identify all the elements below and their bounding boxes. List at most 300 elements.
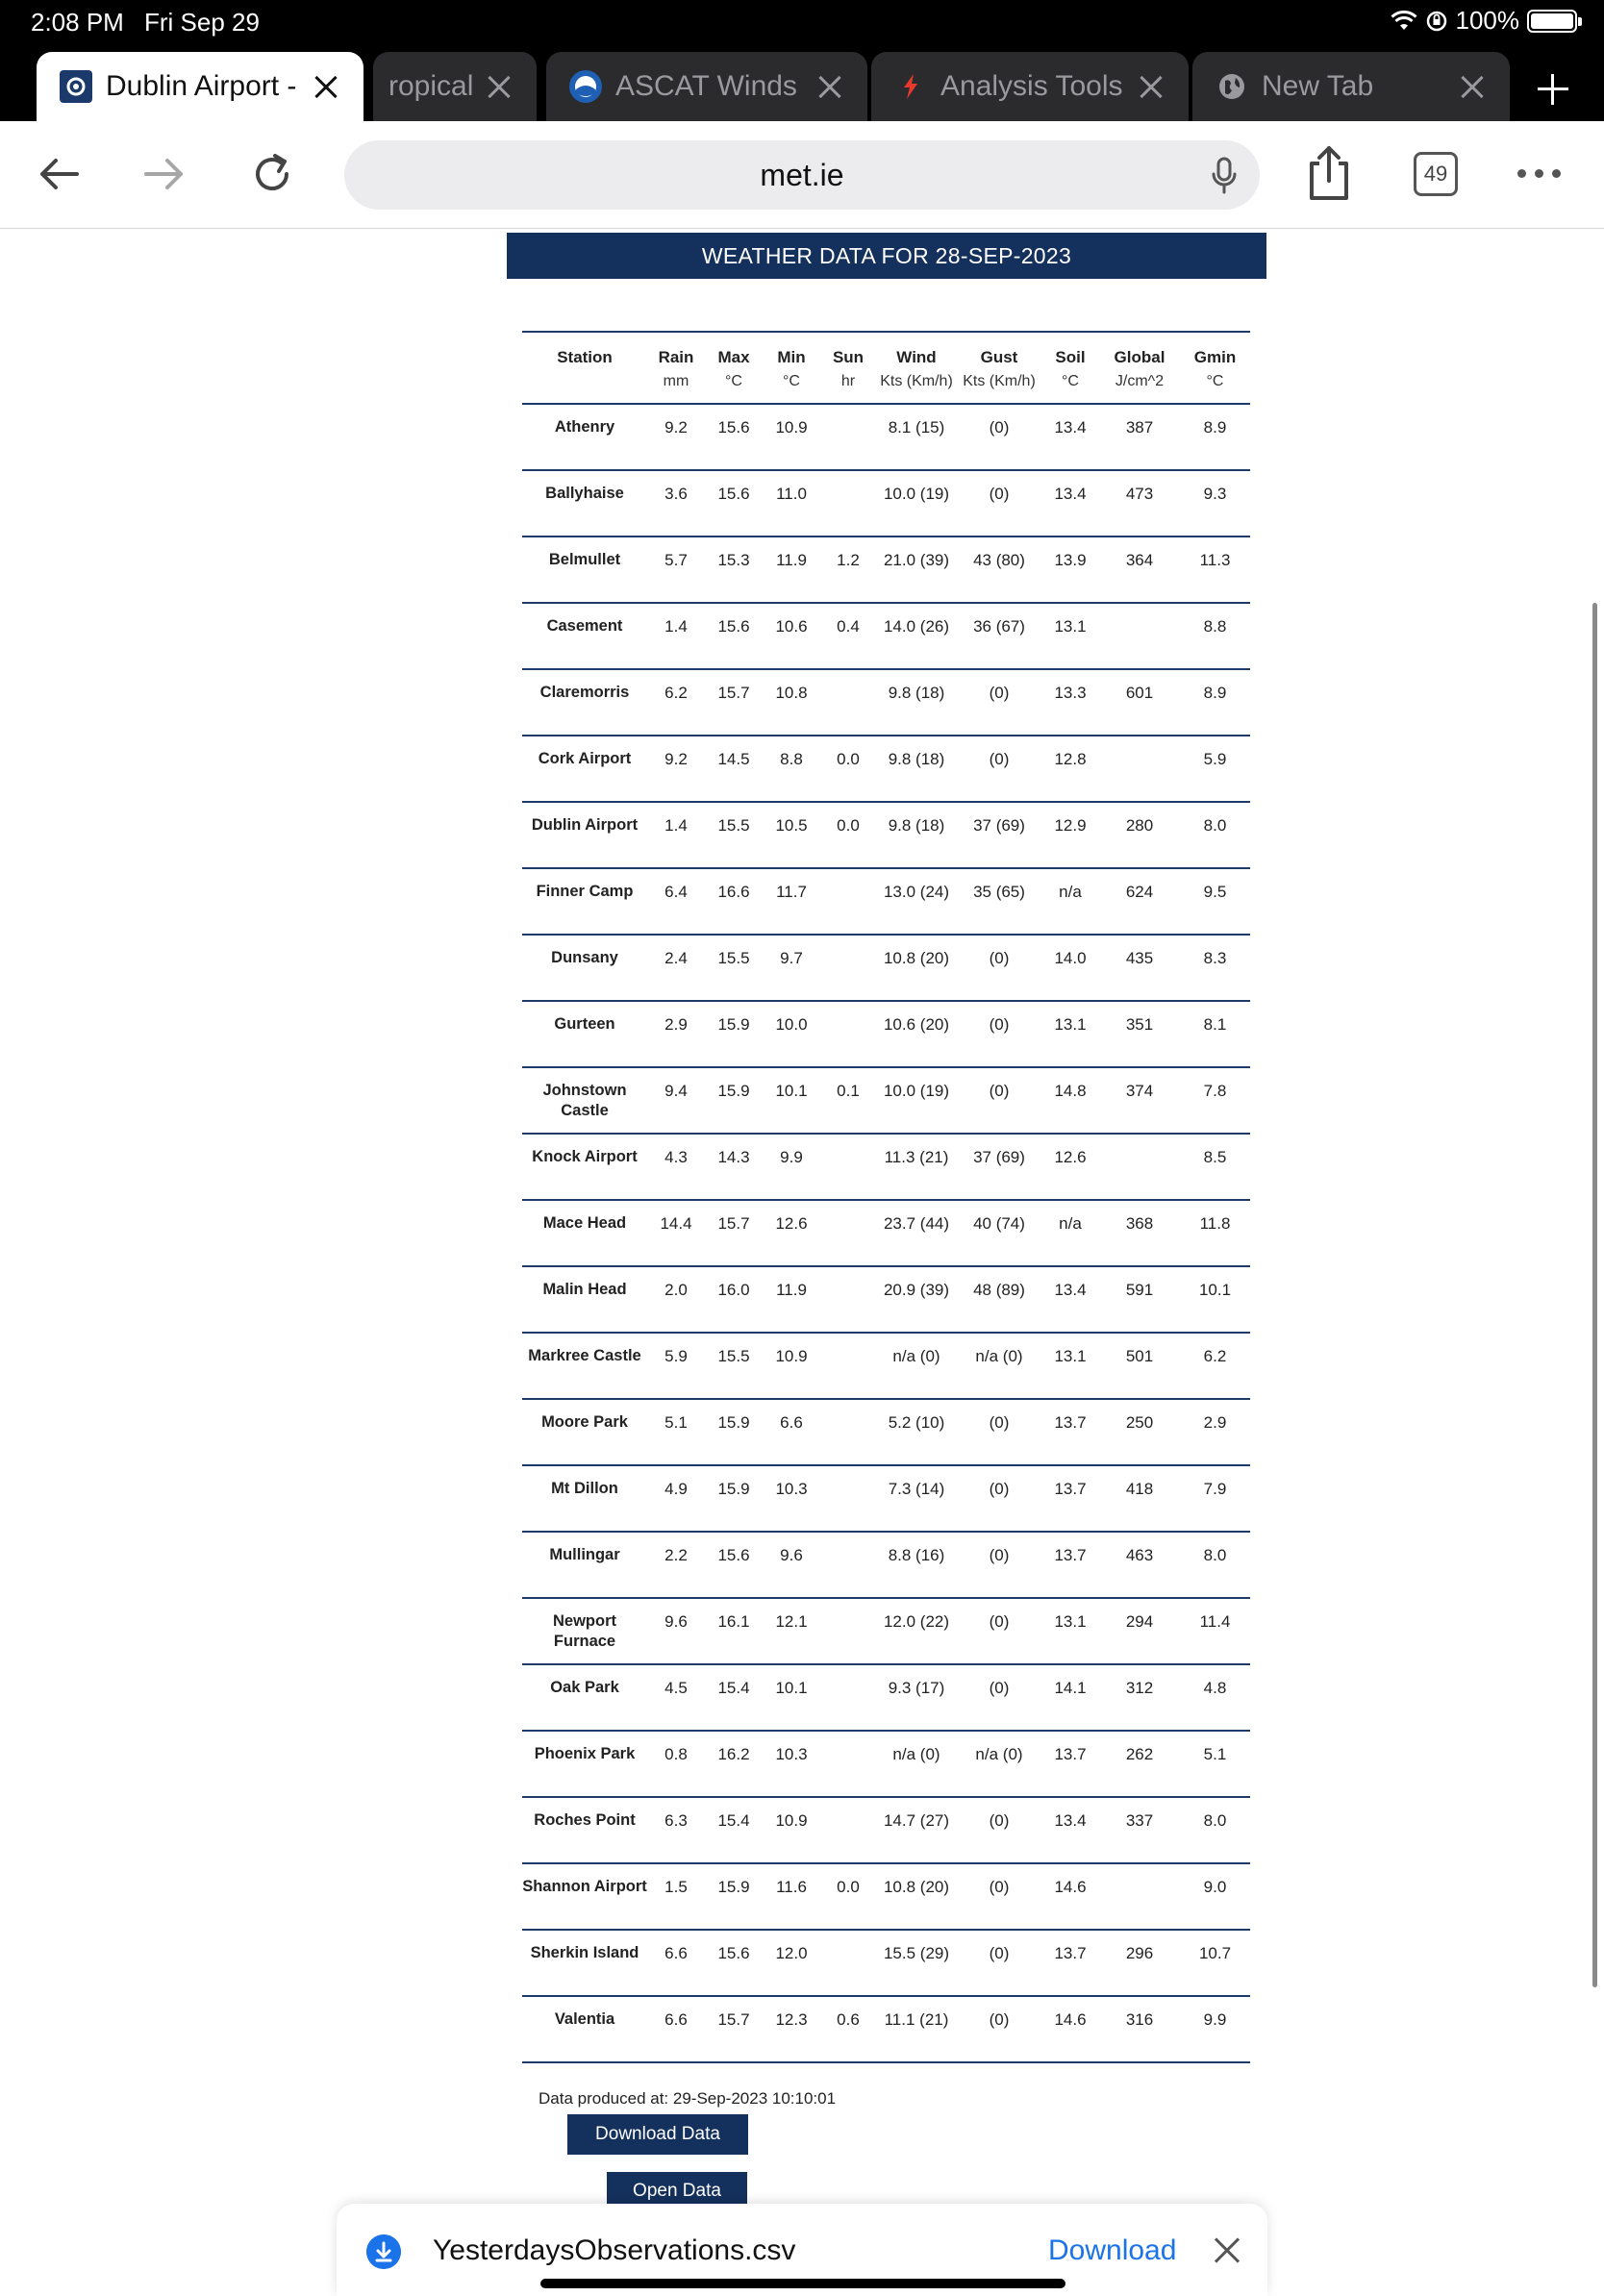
table-cell: 11.1 (21) [884,2010,949,2029]
table-cell: 12.6 [1054,1148,1087,1166]
table-cell: 40 (74) [973,1214,1025,1233]
table-cell: 5.1 [664,1413,688,1432]
table-cell: 4.5 [664,1679,688,1697]
table-row [522,1532,1250,1598]
table-cell: 10.0 [775,1015,808,1034]
table-cell: 2.9 [664,1015,688,1034]
table-cell: 13.9 [1054,551,1087,569]
table-cell: 10.3 [775,1745,808,1763]
table-cell: 48 (89) [973,1281,1025,1299]
table-cell: 1.2 [837,551,860,569]
status-bar [0,0,1604,46]
tab-title: Analysis Tools [940,70,1123,102]
table-cell: 435 [1125,949,1154,967]
table-cell: 9.7 [780,949,803,967]
table-cell: 11.3 (21) [884,1148,949,1166]
station-name: Cork Airport [538,750,632,767]
table-cell [820,1598,876,1664]
table-cell: 15.3 [717,551,750,569]
table-cell: 387 [1125,418,1154,437]
column-unit: °C [1206,373,1224,389]
column-header: Rain [658,348,694,366]
station-name: Ballyhaise [545,485,624,502]
table-row [522,1598,1250,1664]
table-cell: 14.0 [1054,949,1087,967]
table-cell [820,1664,876,1731]
table-cell: 9.5 [1203,883,1227,901]
table-cell: 9.8 (18) [888,750,945,768]
table-cell: 15.6 [717,485,750,503]
table-cell: (0) [989,485,1010,503]
table-cell [820,1134,876,1200]
station-name: Malin Head [542,1281,627,1298]
table-cell: 14.1 [1054,1679,1087,1697]
station-name: Dublin Airport [531,816,639,834]
station-name: Casement [546,617,623,635]
table-cell: 15.7 [717,684,750,702]
table-cell: 21.0 (39) [883,551,950,569]
column-header: Gmin [1193,348,1237,366]
table-row [522,1134,1250,1200]
table-row [522,404,1250,470]
table-cell: 12.9 [1054,816,1087,835]
table-cell: 11.9 [776,1281,807,1299]
table-cell: 8.0 [1203,1546,1227,1564]
table-cell: 7.8 [1203,1082,1227,1100]
table-cell: n/a (0) [892,1745,940,1763]
table-cell: 6.6 [664,1944,688,1962]
table-cell: 13.1 [1054,1015,1087,1034]
scrollbar[interactable] [1592,603,1597,1987]
table-cell: 13.1 [1054,1347,1087,1365]
table-cell: 15.5 [717,1347,750,1365]
table-cell: 13.4 [1054,418,1087,437]
close-tab-icon[interactable] [1448,62,1496,111]
table-row [522,669,1250,736]
table-cell: 16.1 [717,1612,750,1631]
station-name: Oak Park [550,1679,619,1696]
share-icon [1304,144,1354,202]
table-cell: 11.6 [776,1878,807,1896]
table-cell: 8.1 (15) [888,418,945,437]
table-cell: 8.9 [1203,684,1227,702]
table-cell: 2.4 [664,949,688,967]
table-cell: (0) [989,2010,1010,2029]
table-cell: 15.6 [717,1944,750,1962]
table-cell: (0) [989,418,1010,437]
table-cell: 0.4 [837,617,860,636]
table-cell: 13.4 [1054,1281,1087,1299]
table-cell: n/a (0) [975,1347,1023,1365]
table-cell: 0.0 [837,816,860,835]
table-cell: 23.7 (44) [883,1214,950,1233]
table-cell: 15.6 [717,418,750,437]
table-cell [1099,736,1180,802]
table-cell: 15.9 [717,1480,750,1498]
table-row [522,1200,1250,1266]
table-cell: 8.8 (16) [888,1546,945,1564]
table-row [522,1731,1250,1797]
analysis-icon [894,70,927,103]
table-cell: 6.3 [664,1811,688,1830]
table-cell: 5.7 [664,551,688,569]
table-cell: 16.0 [717,1281,750,1299]
station-name: Belmullet [548,551,621,568]
table-cell: 8.1 [1203,1015,1227,1034]
table-cell: 8.3 [1203,949,1227,967]
station-name: Markree Castle [528,1347,641,1364]
station-name: Finner Camp [536,883,634,900]
table-cell: 12.0 [775,1944,808,1962]
table-cell: 7.9 [1203,1480,1227,1498]
table-cell: 5.9 [1203,750,1227,768]
download-data-button[interactable]: Download Data [567,2114,748,2155]
column-header: Wind [896,348,937,366]
weather-data-table [522,331,1250,2063]
tab-analysis-tools[interactable] [871,52,1189,121]
table-row [522,1996,1250,2062]
table-cell: 8.8 [1203,617,1227,636]
station-name: Sherkin Island [530,1944,639,1961]
table-body [522,404,1250,2062]
tab-title: New Tab [1262,70,1374,102]
table-cell: 316 [1125,2010,1154,2029]
orientation-lock-icon [1425,10,1448,33]
table-cell: 10.6 (20) [883,1015,950,1034]
status-date: Fri Sep 29 [144,8,260,37]
table-cell: 12.3 [775,2010,808,2029]
tab-title: ropical [388,70,474,102]
table-cell: 43 (80) [973,551,1025,569]
table-row [522,470,1250,537]
table-cell: 9.8 (18) [888,684,945,702]
station-name: Gurteen [554,1015,615,1033]
table-cell: 10.9 [775,418,808,437]
table-cell [820,470,876,537]
more-menu-icon[interactable] [1517,169,1561,178]
column-header: Max [717,348,750,366]
column-unit: °C [1062,373,1079,389]
table-cell: 0.1 [837,1082,860,1100]
table-cell: 14.6 [1054,2010,1087,2029]
table-cell: 13.3 [1054,684,1087,702]
table-row [522,736,1250,802]
station-name: Valentia [554,2010,615,2028]
table-cell: 11.4 [1199,1612,1231,1631]
column-unit: °C [725,373,742,389]
table-cell: (0) [989,684,1010,702]
table-cell: 4.8 [1203,1679,1227,1697]
wifi-icon [1391,11,1417,32]
station-name: Phoenix Park [534,1745,636,1762]
table-cell: 9.6 [780,1546,803,1564]
column-header: Sun [832,348,865,366]
table-row [522,935,1250,1001]
table-cell: 11.8 [1199,1214,1231,1233]
table-cell [820,404,876,470]
station-name: Shannon Airport [522,1878,647,1895]
table-cell: 1.4 [664,816,688,835]
close-tab-icon[interactable] [475,62,523,111]
table-cell: 8.5 [1203,1148,1227,1166]
column-unit [522,371,647,404]
table-cell: 8.9 [1203,418,1227,437]
table-cell: 0.8 [664,1745,688,1763]
table-cell: 13.4 [1054,1811,1087,1830]
table-cell: 9.2 [664,750,688,768]
table-cell: 3.6 [664,485,688,503]
table-cell: 13.0 (24) [883,883,950,901]
table-cell: 10.1 [775,1679,808,1697]
open-data-button[interactable]: Open Data [607,2172,747,2210]
station-name: Roches Point [534,1811,636,1829]
url-text: met.ie [760,157,844,192]
table-cell: 10.8 [775,684,808,702]
table-cell [820,1333,876,1399]
table-cell: 250 [1125,1413,1154,1432]
table-cell: 10.8 (20) [883,949,950,967]
close-tab-icon[interactable] [1127,62,1175,111]
table-cell: 262 [1125,1745,1154,1763]
tab-bar [0,46,1604,121]
table-row [522,802,1250,868]
noaa-icon [569,70,602,103]
table-cell: 13.7 [1054,1480,1087,1498]
table-cell: 8.0 [1203,816,1227,835]
table-cell: 13.4 [1054,485,1087,503]
back-arrow-icon [35,150,83,198]
station-name: Dunsany [551,949,618,966]
tab-title: Dublin Airport - [106,70,297,102]
table-cell: 10.5 [775,816,808,835]
column-header: Global [1114,348,1165,366]
table-cell: 37 (69) [973,1148,1025,1166]
table-cell: (0) [989,1811,1010,1830]
table-cell: 5.9 [664,1347,688,1365]
table-cell: 14.5 [717,750,750,768]
table-cell: (0) [989,1944,1010,1962]
table-cell [820,1200,876,1266]
table-cell: 14.8 [1054,1082,1087,1100]
table-cell: 12.0 (22) [883,1612,950,1631]
column-unit: J/cm^2 [1115,373,1165,389]
address-bar[interactable] [344,140,1260,210]
table-cell: 9.3 (17) [888,1679,945,1697]
table-cell [820,1797,876,1863]
table-units-row [522,371,1250,404]
table-cell: 10.9 [775,1811,808,1830]
column-unit: °C [783,373,800,389]
globe-icon [1216,70,1248,103]
table-cell: 15.9 [717,1015,750,1034]
table-cell [820,935,876,1001]
table-cell: 12.8 [1054,750,1087,768]
tab-dublin-airport[interactable] [37,52,363,121]
download-link[interactable]: Download [1048,2234,1177,2266]
table-cell: 6.2 [1203,1347,1227,1365]
table-cell: 36 (67) [973,617,1025,636]
table-cell: 11.0 [776,485,807,503]
table-cell: 2.9 [1203,1413,1227,1432]
table-cell: 20.9 (39) [883,1281,950,1299]
forward-button[interactable] [140,150,188,198]
tab-title: ASCAT Winds [615,70,797,102]
table-cell: 2.2 [664,1546,688,1564]
forward-arrow-icon [140,150,188,198]
table-cell: 0.0 [837,750,860,768]
browser-toolbar [0,121,1604,229]
close-tab-icon[interactable] [806,62,854,111]
table-cell: n/a [1059,883,1082,901]
table-cell: 601 [1125,684,1154,702]
table-cell: 418 [1125,1480,1154,1498]
table-cell: 15.4 [717,1811,750,1830]
table-cell: 364 [1125,551,1154,569]
met-eireann-icon [60,70,92,103]
table-cell: (0) [989,1413,1010,1432]
table-cell: 374 [1125,1082,1154,1100]
microphone-icon[interactable] [1210,157,1239,195]
table-cell: 16.6 [717,883,750,901]
table-cell: 6.4 [664,883,688,901]
table-cell: 8.0 [1203,1811,1227,1830]
table-cell: 10.7 [1198,1944,1232,1962]
download-icon [366,2234,401,2269]
station-name: Mt Dillon [551,1480,618,1497]
station-name: Knock Airport [532,1148,638,1165]
close-tab-icon[interactable] [302,62,350,111]
station-name: Johnstown Castle [542,1082,627,1119]
table-row [522,1333,1250,1399]
table-cell [820,1399,876,1465]
column-header: Station [557,348,613,366]
table-cell: (0) [989,1082,1010,1100]
table-cell: 9.2 [664,418,688,437]
station-name: Mullingar [549,1546,620,1563]
table-cell: 14.4 [660,1214,692,1233]
table-cell: 12.1 [775,1612,808,1631]
tab-ascat-winds[interactable] [546,52,867,121]
table-cell [820,1001,876,1067]
reload-button[interactable] [246,148,298,200]
tab-new-tab[interactable] [1192,52,1510,121]
table-cell: 13.1 [1054,617,1087,636]
column-header: Min [777,348,806,366]
table-cell: 10.8 (20) [883,1878,950,1896]
tab-count-button[interactable] [1414,152,1458,196]
table-row [522,603,1250,669]
table-cell [1099,1863,1180,1930]
table-cell: 15.7 [717,2010,750,2029]
table-cell: 14.7 (27) [883,1811,950,1830]
table-cell: 37 (69) [973,816,1025,835]
column-unit: mm [663,373,689,389]
table-cell: 312 [1125,1679,1154,1697]
table-row [522,1067,1250,1134]
table-cell: 13.7 [1054,1546,1087,1564]
table-cell: 9.4 [664,1082,688,1100]
tab-count: 49 [1423,162,1448,186]
station-name: Mace Head [542,1214,627,1232]
column-unit: Kts (Km/h) [880,373,953,389]
table-cell: 463 [1125,1546,1154,1564]
table-row [522,1863,1250,1930]
table-cell: 15.7 [717,1214,750,1233]
table-cell: 4.9 [664,1480,688,1498]
table-cell: 15.6 [717,1546,750,1564]
table-row [522,1465,1250,1532]
table-row [522,868,1250,935]
table-cell: 9.8 (18) [888,816,945,835]
table-cell: 11.9 [776,551,807,569]
table-cell: 10.6 [775,617,808,636]
station-name: Moore Park [541,1413,628,1431]
table-cell [1099,1134,1180,1200]
station-name: Newport Furnace [553,1612,616,1650]
table-cell [820,1465,876,1532]
battery-percent: 100% [1455,6,1519,35]
table-cell: 9.3 [1203,485,1227,503]
new-tab-plus-icon[interactable] [1527,63,1579,115]
table-cell: 13.1 [1054,1612,1087,1631]
table-cell: (0) [989,1546,1010,1564]
table-cell: 294 [1125,1612,1154,1631]
table-cell [820,1532,876,1598]
table-cell: 591 [1125,1281,1154,1299]
table-cell: 15.9 [717,1082,750,1100]
table-cell [820,1731,876,1797]
table-cell: 0.0 [837,1878,860,1896]
station-name: Athenry [554,418,615,436]
table-cell: 15.6 [717,617,750,636]
table-row [522,1797,1250,1863]
table-cell: 9.9 [780,1148,803,1166]
download-filename: YesterdaysObservations.csv [433,2234,796,2266]
home-indicator [540,2279,1065,2288]
table-row [522,1664,1250,1731]
table-cell: 6.6 [664,2010,688,2029]
table-cell: 1.4 [664,617,688,636]
share-button[interactable] [1304,144,1354,202]
table-cell: 11.3 [1199,551,1231,569]
data-produced-timestamp: Data produced at: 29-Sep-2023 10:10:01 [539,2089,837,2108]
table-row [522,537,1250,603]
table-cell [1099,603,1180,669]
table-cell: 9.0 [1203,1878,1227,1896]
back-button[interactable] [35,150,83,198]
table-row [522,1399,1250,1465]
column-header: Gust [980,348,1018,366]
table-row [522,1266,1250,1333]
table-cell: 10.0 (19) [883,485,950,503]
page-content [0,230,1604,2296]
table-cell: 501 [1125,1347,1154,1365]
table-cell [820,1266,876,1333]
table-cell: 12.6 [775,1214,808,1233]
status-right [1391,6,1578,36]
close-icon[interactable] [1208,2231,1246,2269]
table-cell: 280 [1125,816,1154,835]
status-time: 2:08 PM [31,8,124,37]
table-cell: 10.1 [1198,1281,1232,1299]
table-cell: 351 [1125,1015,1154,1034]
reload-icon [246,148,298,200]
table-cell: 9.6 [664,1612,688,1631]
table-cell: 368 [1125,1214,1154,1233]
table-cell: 11.7 [776,883,807,901]
tab-tropical[interactable] [373,52,537,121]
table-cell: 15.9 [717,1878,750,1896]
